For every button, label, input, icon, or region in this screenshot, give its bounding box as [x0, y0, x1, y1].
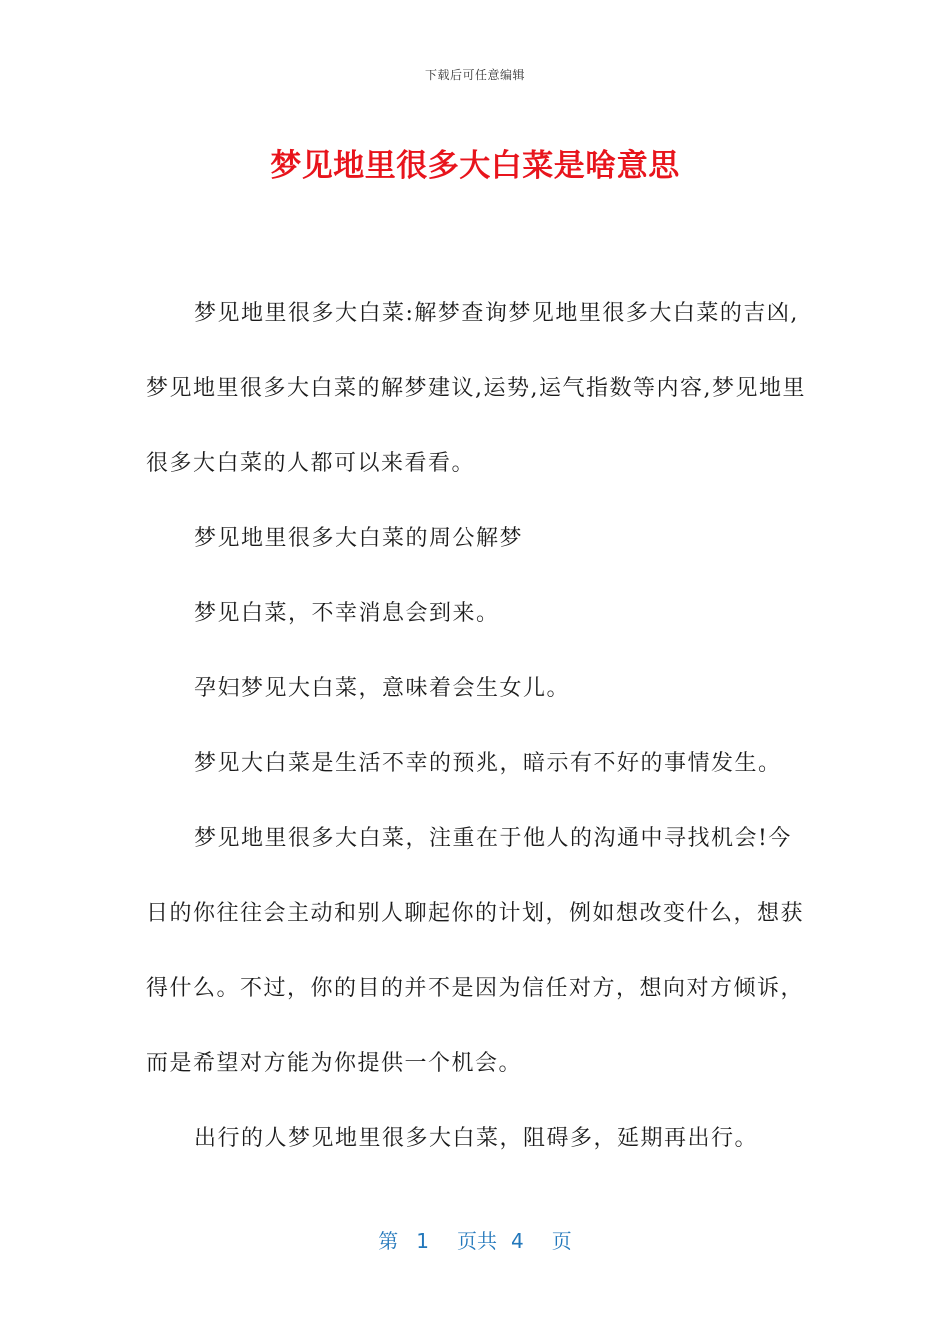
- paragraph: 梦见大白菜是生活不幸的预兆，暗示有不好的事情发生。: [194, 751, 782, 776]
- paragraph: 梦见白菜，不幸消息会到来。: [194, 601, 500, 626]
- page-current-number: 1: [416, 1229, 429, 1253]
- header-note: 下载后可任意编辑: [424, 68, 525, 82]
- page-total-number: 4: [511, 1229, 524, 1253]
- paragraph: 孕妇梦见大白菜，意味着会生女儿。: [194, 676, 571, 701]
- paragraph: 梦见地里很多大白菜的周公解梦: [194, 526, 524, 551]
- document-body: [146, 276, 806, 1176]
- document-title: 梦见地里很多大白菜是啥意思: [270, 148, 680, 184]
- page-footer: [0, 1225, 950, 1254]
- paragraph: 梦见地里很多大白菜:解梦查询梦见地里很多大白菜的吉凶,梦见地里很多大白菜的解梦建议,运势,运气指数等内容,梦见地里很多大白菜的人都可以来看看。: [146, 301, 806, 476]
- paragraph: 梦见地里很多大白菜，注重在于他人的沟通中寻找机会!今日的你往往会主动和别人聊起你的计划，例如想改变什么，想获得什么。不过，你的目的并不是因为信任对方，想向对方倾诉，而是希望对方能为你提供一个机会。: [146, 826, 805, 1076]
- page-suffix: 页共: [457, 1229, 497, 1253]
- paragraph: 出行的人梦见地里很多大白菜，阻碍多，延期再出行。: [194, 1126, 759, 1151]
- page-end: 页: [551, 1229, 572, 1253]
- page-prefix: 第: [378, 1229, 399, 1253]
